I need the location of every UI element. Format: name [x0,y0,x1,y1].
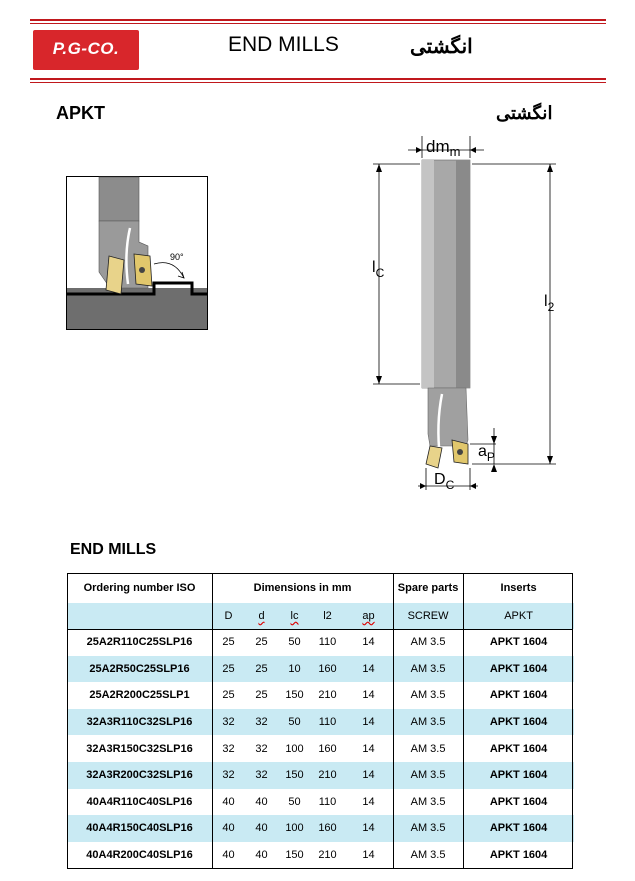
cell-lc: 100 [278,815,311,842]
cell-code: 25A2R110C25SLP16 [86,636,193,649]
cell-D: 25 [222,689,235,702]
cell-lc: 50 [278,709,311,736]
cell-d: 32 [245,762,278,789]
page-title: END MILLS [228,33,339,56]
subheader-D: D [212,603,245,629]
cell-l2: 160 [311,656,344,683]
cell-ap: 14 [362,742,375,755]
cell-ap: 14 [362,689,375,702]
insert-code: APKT [56,103,105,123]
cell-code: 25A2R50C25SLP16 [67,656,212,683]
cell-l2: 110 [318,636,337,649]
table-row [67,682,574,709]
logo-text: P.G-CO. [52,39,120,58]
cell-lc: 10 [278,656,311,683]
cell-code: 25A2R200C25SLP1 [89,689,190,702]
cell-lc: 50 [288,795,301,808]
l2-label: $l_2$ [544,293,555,314]
cell-ap: 14 [362,795,375,808]
cell-screw: AM 3.5 [410,849,446,862]
insert-code-fa: انگشتی [496,103,553,123]
subheader-ap: ap [362,610,375,622]
cell-insert: APKT 1604 [489,636,548,649]
cell-insert: APKT 1604 [463,656,574,683]
cell-D: 40 [212,815,245,842]
cell-D: 32 [222,742,235,755]
cell-lc: 150 [285,689,304,702]
cell-code: 32A3R150C32SLP16 [86,742,193,755]
cell-ap: 14 [362,849,375,862]
header-inserts: Inserts [500,582,537,594]
cell-lc: 150 [278,762,311,789]
table-row [67,735,574,762]
table-row [67,656,574,683]
header-bottom-rule-thin [30,82,606,83]
cell-insert: APKT 1604 [463,709,574,736]
cell-d: 25 [255,636,268,649]
cell-D: 25 [222,636,235,649]
table-row [67,842,574,869]
insert-shape-2 [426,446,442,468]
table-divider [463,573,464,869]
cell-D: 32 [212,762,245,789]
cell-insert: APKT 1604 [489,742,548,755]
table-divider [393,573,394,869]
cell-lc: 50 [288,636,301,649]
cell-code: 32A3R110C32SLP16 [67,709,212,736]
cell-D: 40 [222,849,235,862]
cell-insert: APKT 1604 [463,762,574,789]
cell-l2: 160 [318,742,337,755]
cell-lc: 150 [285,849,304,862]
ap-label: $a_P$ [478,443,495,464]
cell-l2: 110 [318,795,337,808]
cell-D: 40 [222,795,235,808]
table-row [67,762,574,789]
subheader-lc: lc [290,610,299,622]
cell-l2: 210 [311,762,344,789]
table-subheader-row [67,603,574,629]
cell-insert: APKT 1604 [489,795,548,808]
cell-screw: AM 3.5 [393,762,463,789]
cell-l2: 210 [318,849,337,862]
dm-label: $dm_m$ [426,137,461,159]
cell-l2: 210 [318,689,337,702]
table-row [67,789,574,816]
cell-d: 32 [255,742,268,755]
cell-d: 40 [255,795,268,808]
cutting-detail-figure [66,176,208,330]
dimension-drawing [370,128,570,528]
cell-lc: 100 [285,742,304,755]
cell-screw: AM 3.5 [393,709,463,736]
cell-screw: AM 3.5 [410,689,446,702]
insert-shape [106,256,124,294]
cell-d: 25 [245,656,278,683]
header-top-rule-thin [30,23,606,24]
cell-ap: 14 [344,656,393,683]
table-title: END MILLS [70,541,157,558]
cell-insert: APKT 1604 [489,689,548,702]
subheader-insert: APKT [463,603,574,629]
table-divider [212,573,213,869]
cell-insert: APKT 1604 [463,815,574,842]
angle-label: 90° [170,252,184,262]
header-dimensions: Dimensions in mm [253,582,352,594]
header-ordering: Ordering number ISO [83,582,196,594]
cell-l2: 160 [311,815,344,842]
subheader-empty [67,603,212,629]
cell-d: 25 [255,689,268,702]
table-header-row [67,573,574,603]
end-mills-table [67,573,574,868]
cell-D: 32 [212,709,245,736]
table-row [67,709,574,736]
cell-code: 40A4R150C40SLP16 [67,815,212,842]
cell-screw: AM 3.5 [410,795,446,808]
cell-D: 25 [212,656,245,683]
header-bottom-rule [30,78,606,80]
cell-screw: AM 3.5 [393,656,463,683]
cell-code: 40A4R200C40SLP16 [86,849,193,862]
cell-ap: 14 [362,636,375,649]
cell-code: 32A3R200C32SLP16 [67,762,212,789]
subheader-l2: l2 [311,603,344,629]
cell-ap: 14 [344,709,393,736]
cell-d: 40 [245,815,278,842]
subheader-screw: SCREW [393,603,463,629]
cell-ap: 14 [344,815,393,842]
page-title-fa: انگشتی [410,36,473,58]
lc-label: $l_C$ [372,259,385,280]
table-row [67,815,574,842]
cell-d: 32 [245,709,278,736]
cell-code: 40A4R110C40SLP16 [86,795,193,808]
cell-d: 40 [255,849,268,862]
cell-insert: APKT 1604 [489,849,548,862]
header-top-rule [30,19,606,21]
company-logo [33,30,139,70]
table-row [67,629,574,656]
header-spare: Spare parts [397,582,459,594]
tool-shank [99,177,139,221]
subheader-d: d [258,610,265,622]
table-header-rule [67,629,573,630]
cell-ap: 14 [344,762,393,789]
dc-label: $D_C$ [434,471,455,492]
screw-icon [139,267,145,273]
cell-screw: AM 3.5 [410,636,446,649]
cell-screw: AM 3.5 [393,815,463,842]
neck-body [428,388,468,446]
cell-screw: AM 3.5 [410,742,446,755]
cell-l2: 110 [311,709,344,736]
